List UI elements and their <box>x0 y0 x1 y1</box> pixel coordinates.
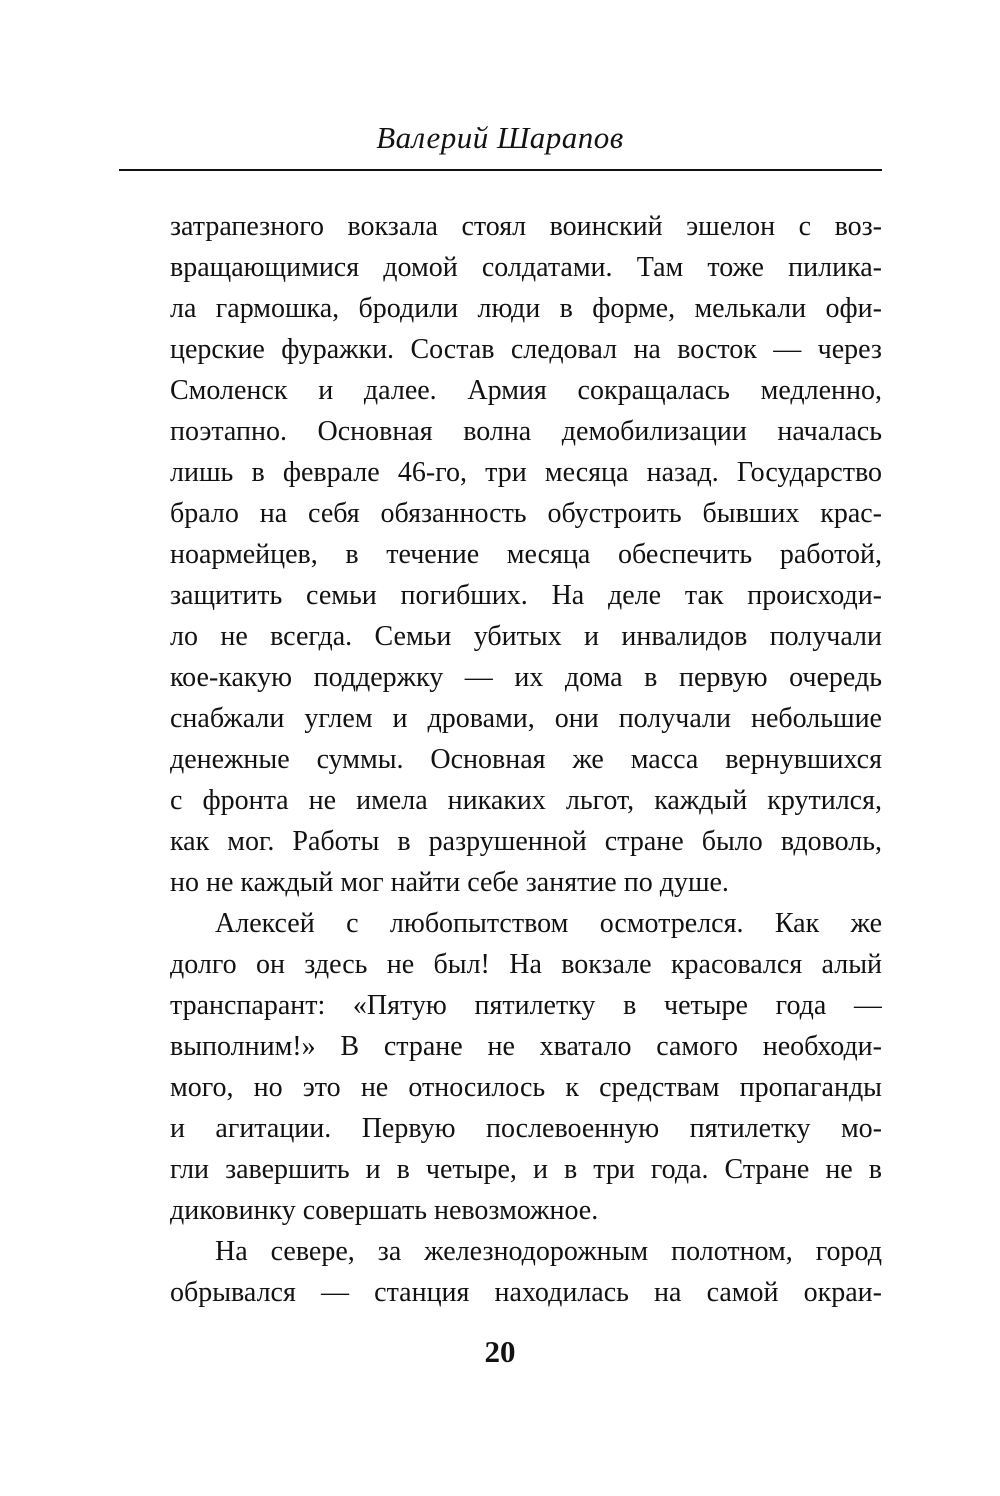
page-number: 20 <box>484 1334 516 1369</box>
running-head-author: Валерий Шарапов <box>376 120 624 155</box>
text-line: Алексей с любопытством осмотрелся. Как же <box>215 908 882 939</box>
text-line: мого, но это не относилось к средствам пропаганды <box>170 1072 882 1103</box>
paragraph <box>170 903 882 1231</box>
text-line: но не каждый мог найти себе занятие по душе. <box>170 867 729 898</box>
text-line: как мог. Работы в разрушенной стране было вдоволь, <box>170 826 882 857</box>
text-line: ло не всегда. Семьи убитых и инвалидов получали <box>170 621 882 652</box>
text-line: ноармейцев, в течение месяца обеспечить работой, <box>170 539 882 570</box>
text-line: брало на себя обязанность обустроить бывших крас- <box>170 498 882 529</box>
text-line: с фронта не имела никаких льгот, каждый крутился, <box>170 785 882 816</box>
text-line: диковинку совершать невозможное. <box>170 1195 599 1226</box>
text-line: денежные суммы. Основная же масса вернувшихся <box>170 744 882 775</box>
text-line: лишь в феврале 46-го, три месяца назад. Государство <box>170 457 882 488</box>
text-line: выполним!» В стране не хватало самого необходи- <box>170 1031 882 1062</box>
text-line: снабжали углем и дровами, они получали небольшие <box>170 703 882 734</box>
text-line: обрывался — станция находилась на самой окраи- <box>170 1277 882 1308</box>
text-line: и агитации. Первую послевоенную пятилетку мо- <box>170 1113 882 1144</box>
text-line: затрапезного вокзала стоял воинский эшелон с воз- <box>170 211 882 242</box>
text-line: ла гармошка, бродили люди в форме, мелькали офи- <box>170 293 882 324</box>
header-rule <box>119 169 882 171</box>
text-line: поэтапно. Основная волна демобилизации началась <box>170 416 882 447</box>
text-line: Смоленск и далее. Армия сокращалась медленно, <box>170 375 882 406</box>
text-line: долго он здесь не был! На вокзале красовался алый <box>170 949 882 980</box>
text-block <box>170 206 882 1313</box>
paragraph <box>170 206 882 903</box>
text-line: защитить семьи погибших. На деле так происходи- <box>170 580 882 611</box>
text-line: церские фуражки. Состав следовал на восток — через <box>170 334 882 365</box>
text-line: гли завершить и в четыре, и в три года. Стране не в <box>170 1154 882 1185</box>
text-line: На севере, за железнодорожным полотном, город <box>215 1236 882 1267</box>
text-line: кое-какую поддержку — их дома в первую очередь <box>170 662 882 693</box>
text-line: транспарант: «Пятую пятилетку в четыре года — <box>170 990 882 1021</box>
text-line: вращающимися домой солдатами. Там тоже пилика- <box>170 252 882 283</box>
paragraph <box>170 1231 882 1313</box>
